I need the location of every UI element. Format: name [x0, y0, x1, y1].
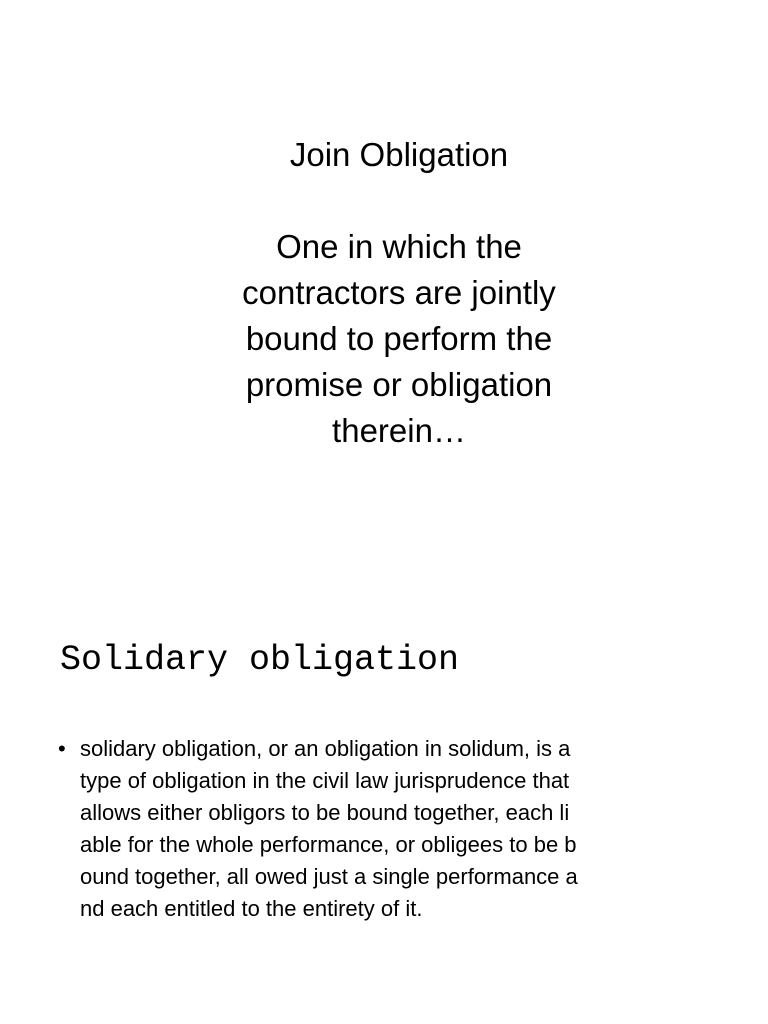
slide-2-heading: Solidary obligation: [60, 640, 460, 680]
slide-1-body-line: therein…: [332, 412, 466, 449]
slide-1-title: Join Obligation: [289, 136, 509, 173]
slide-1-body-line: contractors are jointly: [242, 274, 556, 311]
slide-1-body-line: bound to perform the: [245, 320, 553, 357]
list-item: [58, 733, 718, 925]
slide-1-body-line: promise or obligation: [245, 366, 553, 403]
bullet-list: [58, 733, 718, 925]
slide-solidary-obligation: [0, 512, 768, 1024]
slide-1-text-block: [0, 132, 768, 454]
bullet-text-line: ound together, all owed just a single performance a: [80, 864, 578, 889]
slide-1-spacer: [0, 178, 768, 224]
bullet-text-line: allows either obligors to be bound together, each li: [80, 800, 570, 825]
bullet-text-line: able for the whole performance, or obligees to be b: [80, 832, 577, 857]
slide-1-body-line: One in which the: [276, 228, 522, 265]
bullet-text-line: nd each entitled to the entirety of it.: [80, 896, 423, 921]
bullet-text-line: type of obligation in the civil law jurisprudence that: [80, 768, 570, 793]
bullet-text-line: solidary obligation, or an obligation in solidum, is a: [80, 736, 571, 761]
bullet-marker: •: [58, 736, 66, 761]
